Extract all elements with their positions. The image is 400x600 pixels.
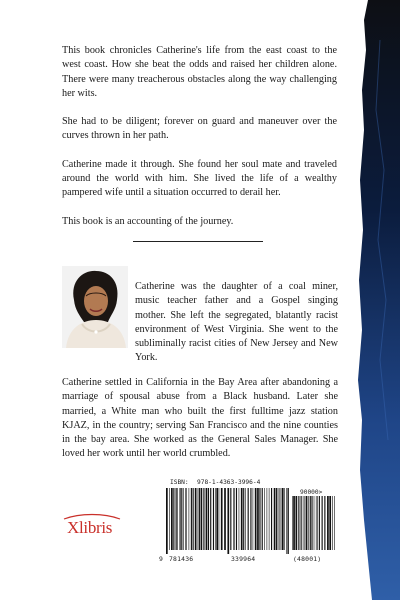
barcode-bar (305, 496, 306, 550)
barcode-bar (303, 496, 304, 550)
supplement-barcode (291, 496, 336, 554)
price-code: 90000> (300, 489, 323, 496)
barcode-bar (284, 488, 285, 550)
section-divider (133, 241, 263, 242)
barcode-bar (288, 488, 289, 554)
barcode-bar (216, 488, 218, 550)
barcode-bar (173, 488, 174, 550)
barcode-bar (248, 488, 249, 550)
barcode-bar (329, 496, 331, 550)
barcode-bar (210, 488, 211, 550)
barcode-bar (292, 496, 293, 550)
barcode-bar (324, 496, 325, 550)
barcode-bar (166, 488, 168, 554)
barcode-bar (201, 488, 203, 550)
barcode-bar (310, 496, 311, 550)
synopsis-paragraph: Catherine made it through. She found her soul mate and traveled around the world with him. She lived the life of a wealthy pampered wife until a situation occurred to derail her. (62, 158, 337, 199)
barcode-bar (189, 488, 190, 550)
barcode-bar (308, 496, 309, 550)
barcode-bar (314, 496, 315, 550)
barcode-bar (322, 496, 323, 550)
barcode-bar (317, 496, 318, 550)
barcode-bar (293, 496, 295, 550)
barcode (165, 488, 290, 554)
barcode-bar (193, 488, 194, 550)
synopsis (62, 44, 337, 243)
barcode-bar (191, 488, 192, 550)
barcode-bar (241, 488, 243, 550)
isbn-label: ISBN: (170, 479, 189, 486)
barcode-bar (311, 496, 312, 550)
synopsis-paragraph: This book chronicles Catherine's life from the east coast to the west coast. How she beat the odds and raised her children alone. There were many treacherous obstacles along the way challenging her wits. (62, 45, 337, 99)
barcode-bar (319, 496, 320, 550)
author-bio: Catherine was the daughter of a coal miner, music teacher father and a Gospel singing mother. She left the segregated, blatantly racist environment of West Virginia. She went to the subliminally racist cities of New Jersey and New York. (135, 281, 338, 364)
publisher-logo (60, 513, 124, 539)
barcode-bar (203, 488, 204, 550)
barcode-bar (257, 488, 259, 550)
barcode-bar (255, 488, 257, 550)
barcode-bar (233, 488, 234, 550)
barcode-bar (281, 488, 282, 550)
barcode-bar (176, 488, 177, 550)
cliff-artwork (350, 0, 400, 600)
barcode-bar (213, 488, 214, 550)
synopsis-paragraph: She had to be diligent; forever on guard and maneuver over the curves thrown in her path. (62, 116, 337, 142)
author-photo (62, 266, 128, 348)
barcode-bar (286, 488, 287, 554)
barcode-bar (264, 488, 265, 550)
barcode-bar (208, 488, 209, 550)
author-bio-continued: Catherine settled in California in the Bay Area after abandoning a marriage of spousal abuse from a Black husband. Later she married, a White man who built the first fulltime jazz station KJAZ, in the country; serving San Francisco and the nine counties in the bay area. She worked as the General Sales Manager. She loved her work until her world crumbled. (62, 377, 338, 460)
barcode-bar (274, 488, 276, 550)
barcode-bar (269, 488, 270, 550)
supplement-code: (48001) (293, 555, 322, 563)
barcode-bar (253, 488, 254, 550)
barcode-bar (219, 488, 220, 550)
barcode-bar (327, 496, 329, 550)
barcode-bar (215, 488, 216, 550)
barcode-bar (334, 496, 335, 550)
barcode-bar (306, 496, 308, 550)
barcode-bar (181, 488, 182, 550)
barcode-bar (267, 488, 268, 550)
barcode-bar (271, 488, 272, 550)
isbn-value: 978-1-4363-3996-4 (197, 479, 261, 486)
ean-right-group: 339964 (231, 555, 256, 563)
barcode-bar (236, 488, 237, 550)
barcode-bar (250, 488, 251, 550)
barcode-bar (234, 488, 235, 550)
barcode-bar (282, 488, 284, 550)
barcode-bar (180, 488, 181, 550)
barcode-bar (262, 488, 263, 550)
barcode-bar (227, 488, 229, 554)
synopsis-paragraph: This book is an accounting of the journey. (62, 215, 234, 227)
barcode-bar (169, 488, 170, 550)
barcode-bar (198, 488, 199, 550)
barcode-bar (185, 488, 186, 550)
barcode-bar (243, 488, 244, 550)
barcode-bar (239, 488, 240, 550)
barcode-bar (221, 488, 223, 550)
barcode-bar (177, 488, 178, 550)
barcode-bar (280, 488, 281, 550)
barcode-bar (276, 488, 277, 550)
barcode-bar (259, 488, 260, 550)
barcode-bar (301, 496, 302, 550)
ean-first-digit: 9 (159, 555, 164, 563)
barcode-bar (296, 496, 298, 550)
barcode-bar (245, 488, 246, 550)
barcode-bar (230, 488, 231, 550)
barcode-bar (298, 496, 299, 550)
barcode-bar (183, 488, 184, 550)
barcode-bar (186, 488, 187, 550)
barcode-bar (171, 488, 173, 550)
ean-left-group: 781436 (169, 555, 194, 563)
barcode-bar (332, 496, 333, 550)
barcode-bar (316, 496, 317, 550)
barcode-bar (278, 488, 279, 550)
publisher-name: Xlibris (67, 518, 113, 537)
barcode-bar (195, 488, 197, 550)
barcode-bar (199, 488, 200, 550)
barcode-bar (224, 488, 226, 550)
barcode-bar (206, 488, 208, 550)
